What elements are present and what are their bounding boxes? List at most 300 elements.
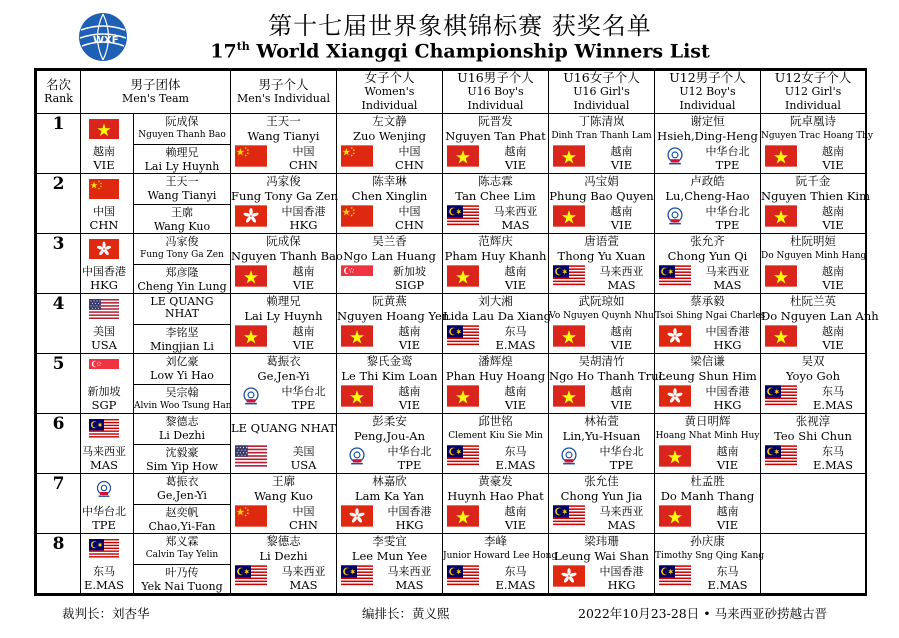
player-name-cn: 吴宗翰	[165, 386, 199, 399]
winner-cell	[337, 534, 443, 594]
winner-cell	[549, 114, 655, 174]
country-code: VIE	[504, 518, 527, 532]
table-row	[37, 294, 866, 354]
country-name-cn: 中华台北	[281, 385, 326, 398]
player-name-en: Nguyen Trac Hoang Thy	[761, 131, 874, 141]
player-name-cn: 王廓	[272, 474, 295, 488]
player-name-cn: 李铭坚	[165, 326, 199, 339]
footer	[0, 600, 899, 630]
team-members	[133, 234, 230, 293]
country-name-cn: 中国香港	[281, 205, 326, 218]
country-name-cn: 马来西亚	[281, 565, 326, 578]
country-code: VIE	[716, 518, 739, 532]
player-name-en: Pham Huy Khanh	[444, 249, 547, 263]
player-name-en: Yek Nai Tuong	[141, 580, 223, 593]
player-name-cn: 彭柔安	[372, 414, 407, 428]
winner-cell	[549, 534, 655, 594]
country-code: USA	[290, 458, 317, 472]
winner-cell	[443, 114, 549, 174]
player-name-en: Do Manh Thang	[660, 489, 755, 503]
rank-cell: 4	[37, 294, 81, 354]
my-flag-icon	[447, 565, 479, 587]
country-name-cn: 中国	[398, 145, 421, 158]
country-code: MAS	[289, 578, 318, 592]
winner-cell	[761, 354, 866, 414]
country-name-cn: 东马	[716, 565, 739, 578]
player-name-cn: 梁玮珊	[584, 534, 619, 548]
country-code: VIE	[610, 338, 633, 352]
player-name-en: Lee Mun Yee	[351, 549, 428, 563]
cn-flag-icon	[235, 505, 267, 527]
team-cell	[81, 174, 231, 234]
country-code: HKG	[713, 398, 742, 412]
country-name-cn: 越南	[610, 205, 633, 218]
player-name-en: Alvin Woo Tsung Han	[134, 401, 232, 411]
vn-flag-icon	[765, 265, 797, 287]
winner-cell	[231, 414, 337, 474]
title-text: World Xiangqi Championship Winners List	[256, 40, 710, 63]
vn-flag-icon	[553, 205, 585, 227]
player-name-cn: 阮卓凰诗	[790, 114, 836, 128]
winner-cell	[337, 294, 450, 354]
winner-cell	[549, 174, 655, 234]
country-code: TPE	[609, 458, 634, 472]
player-name-cn: 赖理兄	[165, 146, 199, 159]
rank-cell: 6	[37, 414, 81, 474]
winner-cell	[549, 234, 655, 294]
us-flag-icon	[235, 445, 267, 467]
column-header: 名次 Rank	[37, 71, 81, 114]
country-code: MAS	[90, 458, 118, 472]
player-name-cn: 张允齐	[690, 234, 725, 248]
country-name-cn: 越南	[398, 325, 421, 338]
country-code: TPE	[291, 398, 316, 412]
player-name-en: Nguyen Thanh Bao	[231, 249, 343, 263]
player-name-en: Chen Xinglin	[351, 189, 428, 203]
player-name-en: Wang Kuo	[254, 489, 313, 503]
country-name-cn: 中国香港	[82, 265, 126, 278]
hk-flag-icon	[89, 238, 119, 260]
player-name-en: Lai Ly Huynh	[144, 160, 220, 173]
player-name-en: Ge,Jen-Yi	[257, 369, 310, 383]
player-name-cn: 冯宝娟	[584, 174, 619, 188]
country-code: E.MAS	[495, 338, 536, 352]
country-name-cn: 马来西亚	[493, 205, 538, 218]
country-code: E.MAS	[812, 458, 853, 472]
player-name-cn: 潘辉煌	[478, 354, 513, 368]
player-name-cn: 阮黄燕	[372, 294, 407, 308]
column-header: U16男子个人 U16 Boy's Individual	[443, 71, 549, 114]
table-row	[37, 354, 866, 414]
country-name-cn: 越南	[822, 145, 844, 158]
player-name-en: Tsoi Shing Ngai Charles	[655, 311, 766, 321]
vn-flag-icon	[659, 445, 691, 467]
country-code: E.MAS	[707, 578, 748, 592]
player-name-cn: 赵奕帆	[165, 506, 199, 519]
player-name-cn: 蔡承毅	[690, 294, 725, 308]
tpe-flag-icon	[89, 478, 119, 500]
country-name-cn: 马来西亚	[387, 565, 432, 578]
country-code: TPE	[715, 158, 740, 172]
winner-cell	[231, 174, 337, 234]
vn-flag-icon	[553, 385, 585, 407]
country-code: E.MAS	[83, 578, 124, 592]
title-english	[150, 40, 770, 62]
chief-referee: 裁判长：刘杏华	[62, 606, 150, 621]
country-name-cn: 越南	[822, 265, 844, 278]
logo-text: WXF	[93, 35, 119, 46]
player-name-en: Calvin Tay Yelin	[145, 550, 219, 560]
country-name-cn: 中国香港	[705, 325, 750, 338]
country-name-cn: 中国	[292, 145, 315, 158]
country-code: VIE	[398, 398, 421, 412]
country-name-cn: 东马	[822, 445, 844, 458]
vn-flag-icon	[235, 325, 267, 347]
country-name-cn: 越南	[504, 385, 527, 398]
tpe-flag-icon	[235, 385, 267, 407]
country-name-cn: 新加坡	[393, 265, 426, 278]
player-name-cn: 黎德志	[165, 415, 199, 428]
player-name-en: Wang Tianyi	[247, 129, 320, 143]
player-name-cn: 郑彦隆	[165, 266, 199, 279]
player-name-en: Timothy Sng Qing Kang	[655, 551, 765, 561]
player-name-cn: 丁陈清岚	[578, 114, 625, 128]
player-name-en: Lin,Yu-Hsuan	[562, 429, 641, 443]
country-code: HKG	[90, 278, 118, 292]
country-name-cn: 东马	[504, 445, 527, 458]
player-name-cn: 刘大湘	[478, 294, 513, 308]
country-code: CHN	[289, 158, 318, 172]
player-name-en: LE QUANG NHAT	[231, 421, 337, 435]
table-row	[37, 534, 866, 594]
us-flag-icon	[89, 298, 119, 320]
country-code: HKG	[713, 338, 742, 352]
country-name-cn: 中国香港	[705, 385, 750, 398]
country-code: USA	[91, 338, 117, 352]
player-name-en: Wang Kuo	[153, 220, 211, 233]
player-name-en: Do Nguyen Minh Hang	[761, 251, 867, 261]
rank-cell: 5	[37, 354, 81, 414]
country-name-cn: 越南	[822, 205, 844, 218]
my-flag-icon	[553, 265, 585, 287]
my-flag-icon	[553, 505, 585, 527]
team-members	[133, 534, 230, 593]
winner-cell	[761, 294, 879, 354]
player-name-cn: 冯家俊	[266, 174, 301, 188]
vn-flag-icon	[447, 265, 479, 287]
winner-cell	[231, 474, 337, 534]
country-code: VIE	[292, 338, 315, 352]
player-name-cn: 梁信谦	[690, 354, 725, 368]
vn-flag-icon	[765, 205, 797, 227]
country-name-cn: 美国	[93, 325, 115, 338]
winner-cell	[655, 534, 765, 594]
rank-cell: 7	[37, 474, 81, 534]
country-code: TPE	[92, 518, 116, 532]
team-cell	[81, 354, 231, 414]
player-name-en: Le Thi Kim Loan	[341, 369, 438, 383]
country-name-cn: 东马	[93, 565, 115, 578]
winner-cell	[443, 414, 549, 474]
vn-flag-icon	[553, 145, 585, 167]
sg-flag-icon	[89, 358, 119, 380]
player-name-en: Nguyen Hoang Yen	[337, 309, 450, 323]
winner-cell	[337, 414, 443, 474]
country-name-cn: 中国	[93, 205, 115, 218]
player-name-en: Lai Ly Huynh	[244, 309, 323, 323]
country-name-cn: 东马	[504, 325, 527, 338]
player-name-en: Chao,Yi-Fan	[148, 520, 216, 533]
team-member	[134, 354, 230, 384]
team-members	[133, 174, 230, 233]
country-name-cn: 马来西亚	[705, 265, 750, 278]
country-code: E.MAS	[495, 458, 536, 472]
player-name-en: Fung Tony Ga Zen	[231, 189, 338, 203]
country-code: HKG	[395, 518, 424, 532]
winner-cell	[655, 474, 761, 534]
player-name-en: Hsieh,Ding-Heng	[657, 129, 758, 143]
tpe-flag-icon	[341, 445, 373, 467]
country-name-cn: 越南	[822, 325, 844, 338]
country-code: VIE	[822, 338, 844, 352]
player-name-en: Nguyen Tan Phat	[445, 129, 546, 143]
country-name-cn: 越南	[716, 505, 739, 518]
hk-flag-icon	[235, 205, 267, 227]
country-code: HKG	[607, 578, 636, 592]
team-member	[134, 294, 230, 324]
team-member	[134, 324, 230, 355]
team-member	[134, 444, 230, 475]
cn-flag-icon	[341, 145, 373, 167]
winner-cell	[443, 474, 549, 534]
country-code: E.MAS	[495, 578, 536, 592]
player-name-cn: 王天一	[266, 114, 301, 128]
player-name-cn: 叶乃传	[165, 566, 199, 579]
country-code: MAS	[607, 278, 636, 292]
winner-cell	[655, 114, 761, 174]
player-name-cn: 郑义霖	[165, 535, 199, 548]
country-name-cn: 越南	[504, 145, 527, 158]
title-chinese: 第十七届世界象棋锦标赛 获奖名单	[268, 12, 652, 40]
winner-cell	[337, 174, 443, 234]
country-name-cn: 越南	[504, 505, 527, 518]
player-name-en: Sim Yip How	[146, 460, 218, 473]
player-name-en: Li Dezhi	[158, 429, 206, 442]
player-name-cn: 葛振衣	[165, 475, 199, 488]
winner-cell	[655, 174, 761, 234]
country-code: VIE	[398, 338, 421, 352]
column-header: U12女子个人 U12 Girl's Individual	[761, 71, 866, 114]
country-name-cn: 东马	[822, 385, 844, 398]
winner-cell	[655, 234, 761, 294]
player-name-cn: 吴双	[801, 354, 825, 368]
winner-cell	[337, 474, 443, 534]
my-flag-icon	[89, 538, 119, 560]
player-name-cn: 孙庆康	[690, 534, 725, 548]
header-row	[37, 71, 866, 114]
my-flag-icon	[765, 445, 797, 467]
country-name-cn: 马来西亚	[82, 445, 126, 458]
winner-cell	[231, 234, 343, 294]
team-members	[133, 474, 230, 533]
winners-table	[34, 68, 879, 596]
player-name-cn: 林嘉欣	[372, 474, 407, 488]
winner-cell	[231, 534, 337, 594]
country-name-cn: 马来西亚	[599, 505, 644, 518]
player-name-en: Mingjian Li	[150, 340, 214, 353]
empty-cell	[761, 534, 866, 594]
player-name-en: Hoang Nhat Minh Huy	[655, 431, 760, 441]
my-flag-icon	[765, 385, 797, 407]
player-name-cn: 唐语萱	[584, 234, 619, 248]
player-name-cn: 阮成保	[266, 234, 301, 248]
player-name-cn: 冯家俊	[165, 235, 199, 248]
country-name-cn: 越南	[610, 385, 633, 398]
country-code: MAS	[713, 278, 742, 292]
winner-cell	[337, 114, 443, 174]
vn-flag-icon	[765, 145, 797, 167]
country-code: VIE	[610, 218, 633, 232]
player-name-cn: 葛振衣	[266, 354, 301, 368]
country-code: VIE	[504, 278, 527, 292]
tpe-flag-icon	[659, 205, 691, 227]
country-name-cn: 新加坡	[87, 385, 121, 398]
player-name-cn: 陈幸琳	[372, 174, 407, 188]
player-name-en: Chong Yun Qi	[667, 249, 748, 263]
player-name-en: Clement Kiu Sie Min	[448, 431, 543, 441]
player-name-en: Do Nguyen Lan Anh	[761, 309, 879, 323]
my-flag-icon	[447, 325, 479, 347]
player-name-cn: 黄豪发	[478, 474, 513, 488]
vn-flag-icon	[447, 505, 479, 527]
chief-arbiter: 编排长：黄义熙	[362, 606, 450, 621]
country-name-cn: 越南	[292, 265, 315, 278]
country-code: VIE	[822, 218, 844, 232]
player-name-en: Leung Shun Him	[658, 369, 757, 383]
player-name-en: Low Yi Hao	[150, 369, 214, 382]
team-member	[134, 144, 230, 175]
team-member	[134, 564, 230, 595]
winner-cell	[761, 114, 874, 174]
country-code: MAS	[395, 578, 424, 592]
title-suffix: th	[236, 40, 250, 53]
country-code: TPE	[397, 458, 422, 472]
column-header: 女子个人 Women's Individual	[337, 71, 443, 114]
player-name-cn: 杜孟胜	[690, 474, 725, 488]
winner-cell	[443, 294, 549, 354]
player-name-cn: 黄日明辉	[684, 414, 731, 428]
team-cell	[81, 414, 231, 474]
player-name-cn: 张视淳	[795, 414, 831, 428]
player-name-en: Ngo Ho Thanh Truc	[549, 369, 666, 383]
team-member	[134, 534, 230, 564]
title-block	[0, 0, 899, 66]
player-name-cn: 王天一	[165, 175, 199, 188]
country-name-cn: 中国香港	[387, 505, 432, 518]
my-flag-icon	[235, 565, 267, 587]
team-members	[133, 414, 230, 473]
team-member	[134, 174, 230, 204]
country-code: CHN	[289, 518, 318, 532]
country-name-cn: 越南	[716, 445, 739, 458]
team-member	[134, 384, 230, 415]
team-member	[134, 264, 230, 295]
hk-flag-icon	[553, 565, 585, 587]
player-name-en: Peng,Jou-An	[354, 429, 425, 443]
winner-cell	[549, 414, 655, 474]
winner-cell	[761, 414, 866, 474]
player-name-cn: 沈毅豪	[165, 446, 199, 459]
player-name-en: Nguyen Thanh Bao	[138, 130, 226, 140]
vn-flag-icon	[341, 325, 373, 347]
player-name-cn: 李雯宜	[372, 534, 407, 548]
rank-cell: 8	[37, 534, 81, 594]
rank-cell: 1	[37, 114, 81, 174]
player-name-cn: 阮晋发	[478, 114, 513, 128]
player-name-cn: 吴胡清竹	[578, 354, 625, 368]
player-name-cn: 吴兰香	[372, 234, 407, 248]
player-name-cn: 武阮琼如	[578, 294, 625, 308]
team-member	[134, 204, 230, 235]
vn-flag-icon	[765, 325, 797, 347]
player-name-en: Wang Tianyi	[147, 189, 217, 202]
country-name-cn: 马来西亚	[599, 265, 644, 278]
country-code: MAS	[501, 218, 530, 232]
vn-flag-icon	[89, 118, 119, 140]
empty-cell	[761, 474, 866, 534]
player-name-en: Zuo Wenjing	[352, 129, 427, 143]
winner-cell	[761, 234, 866, 294]
player-name-cn: 陈志霖	[478, 174, 513, 188]
my-flag-icon	[447, 445, 479, 467]
country-name-cn: 越南	[504, 265, 527, 278]
player-name-en: Thong Yu Xuan	[557, 249, 646, 263]
country-code: VIE	[292, 278, 315, 292]
country-name-cn: 越南	[93, 145, 115, 158]
country-code: VIE	[504, 158, 527, 172]
team-cell	[81, 294, 231, 354]
tpe-flag-icon	[553, 445, 585, 467]
player-name-en: Fung Tony Ga Zen	[140, 250, 224, 260]
winner-cell	[443, 354, 549, 414]
country-code: CHN	[395, 158, 424, 172]
player-name-cn: 黎德志	[266, 534, 301, 548]
cn-flag-icon	[341, 205, 373, 227]
player-name-en: Nguyen Thien Kim	[761, 189, 870, 203]
hk-flag-icon	[341, 505, 373, 527]
player-name-cn: 阮千金	[795, 174, 831, 188]
my-flag-icon	[89, 418, 119, 440]
winner-cell	[549, 354, 666, 414]
player-name-en: Lam Ka Yan	[354, 489, 425, 503]
sg-flag-icon	[341, 265, 373, 287]
player-name-en: Huynh Hao Phat	[447, 489, 544, 503]
winner-cell	[655, 294, 766, 354]
player-name-cn: 左文静	[372, 114, 407, 128]
country-name-cn: 中国	[292, 505, 315, 518]
team-member	[134, 504, 230, 535]
vn-flag-icon	[447, 145, 479, 167]
hk-flag-icon	[659, 385, 691, 407]
player-name-en: Chong Yun Jia	[560, 489, 643, 503]
winner-cell	[337, 234, 443, 294]
winner-cell	[443, 534, 558, 594]
winner-cell	[337, 354, 443, 414]
winner-cell	[549, 294, 655, 354]
player-name-en: Yoyo Goh	[785, 369, 841, 383]
vn-flag-icon	[659, 505, 691, 527]
player-name-en: Li Dezhi	[259, 549, 308, 563]
